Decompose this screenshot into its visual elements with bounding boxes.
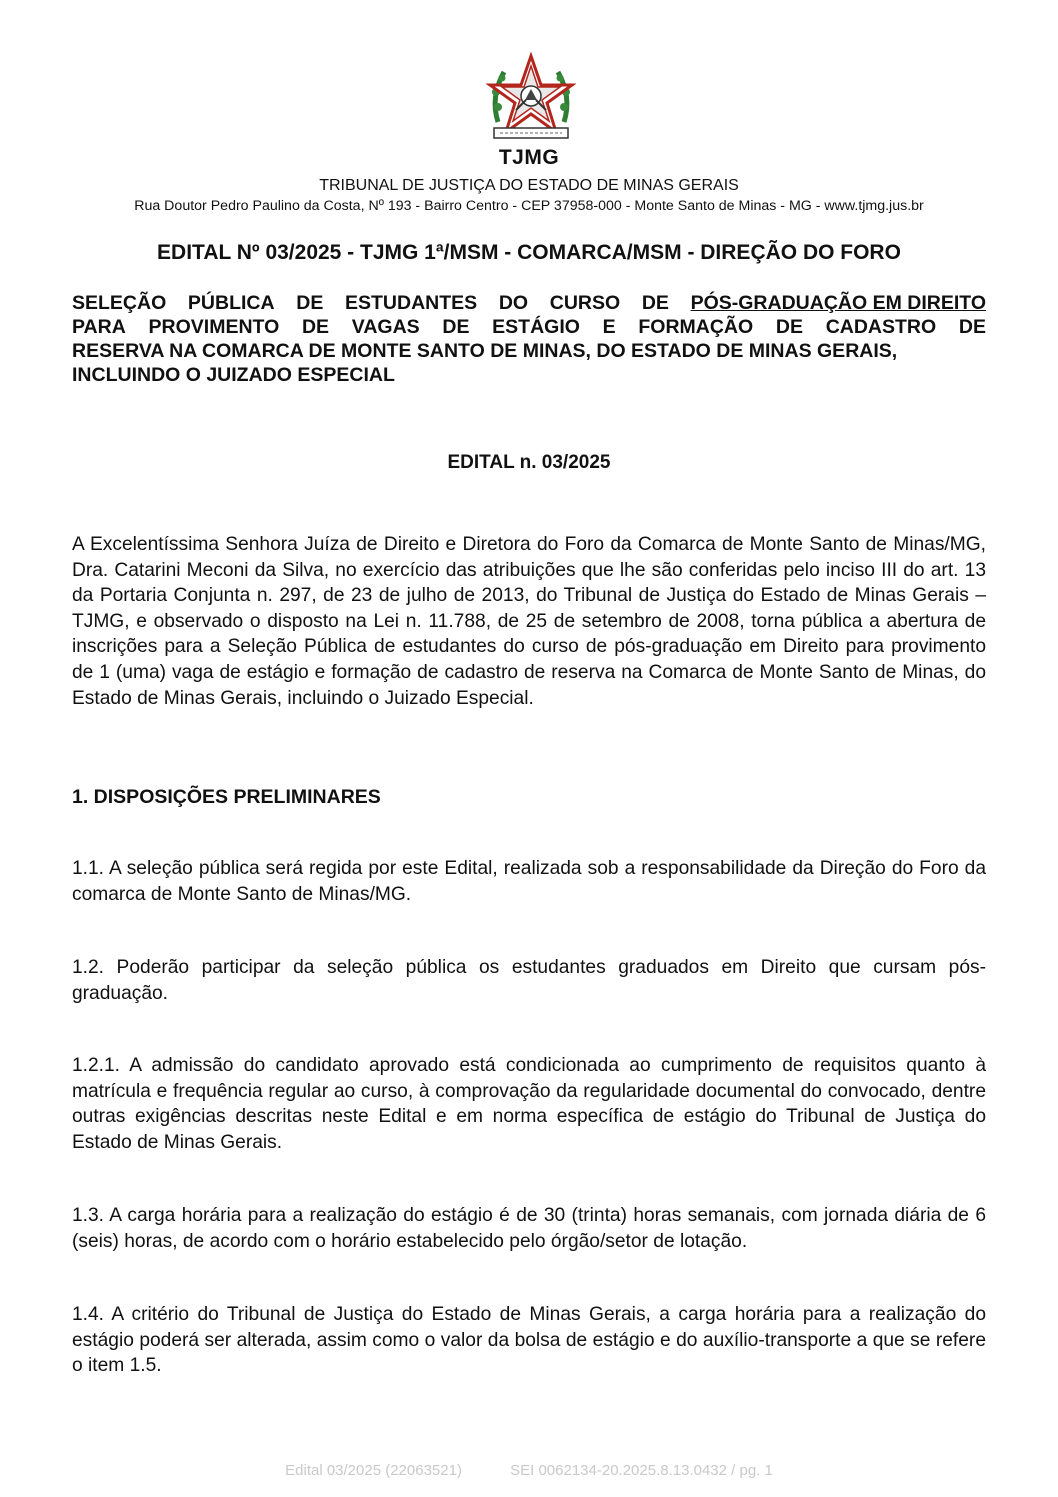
subject-word: CADASTRO <box>825 316 937 338</box>
subject-word: DE <box>958 316 986 338</box>
logo-wordmark: TJMG <box>498 146 560 169</box>
subject-line-4: INCLUINDO O JUIZADO ESPECIAL <box>72 364 395 386</box>
subject-word: ESTÁGIO <box>492 316 580 338</box>
footer-sei-ref: SEI 0062134-20.2025.8.13.0432 / pg. 1 <box>510 1462 773 1479</box>
paragraph-1-1: 1.1. A seleção pública será regida por este Edital, realizada sob a responsabilidade da Direção do Foro da comarca de Monte Santo de Minas/MG. <box>72 858 986 905</box>
subject-word: DE <box>301 316 330 338</box>
court-address: Rua Doutor Pedro Paulino da Costa, Nº 193 - Bairro Centro - CEP 37958-000 - Monte Santo de Minas - MG - www.tjmg.jus.br <box>134 198 924 214</box>
subject-line-1 <box>72 291 986 315</box>
document-title: EDITAL Nº 03/2025 - TJMG 1ª/MSM - COMARCA/MSM - DIREÇÃO DO FORO <box>157 241 901 264</box>
subject-word: DE <box>775 316 803 338</box>
edital-number: EDITAL n. 03/2025 <box>447 452 611 473</box>
preamble-paragraph: A Excelentíssima Senhora Juíza de Direito e Diretora do Foro da Comarca de Monte Santo de Minas/MG, Dra. Catarini Meconi da Silva, no exercício das atribuições que lhe são conferidas pelo inciso III do art. 13 da Portaria Conjunta n. 297, de 23 de julho de 2013, do Tribunal de Justiça do Estado de Minas Gerais – TJMG, e observado o disposto na Lei n. 11.788, de 25 de setembro de 2008, torna pública a abertura de inscrições para a Seleção Pública de estudantes do curso de pós-graduação em Direito para provimento de 1 (uma) vaga de estágio e formação de cadastro de reserva na Comarca de Monte Santo de Minas, do Estado de Minas Gerais, incluindo o Juizado Especial. <box>72 534 986 709</box>
subject-word: ESTUDANTES <box>345 292 478 314</box>
subject-word: PÚBLICA <box>187 292 275 314</box>
subject-line-2 <box>72 315 986 339</box>
coat-of-arms-logo <box>486 52 576 148</box>
subject-word: DE <box>296 292 324 314</box>
subject-word: CURSO <box>549 292 621 314</box>
footer-document-ref: Edital 03/2025 (22063521) <box>285 1462 462 1479</box>
subject-underlined-course: PÓS-GRADUAÇÃO EM DIREITO <box>690 292 986 314</box>
subject-word: VAGAS <box>351 316 420 338</box>
subject-word: SELEÇÃO <box>72 292 167 314</box>
subject-word: DE <box>641 292 669 314</box>
paragraph-1-4: 1.4. A critério do Tribunal de Justiça do Estado de Minas Gerais, a carga horária para a realização do estágio poderá ser alterada, assim como o valor da bolsa de estágio e do auxílio-transporte a que se refere o item 1.5. <box>72 1304 986 1377</box>
paragraph-1-3: 1.3. A carga horária para a realização do estágio é de 30 (trinta) horas semanais, com jornada diária de 6 (seis) horas, de acordo com o horário estabelecido pelo órgão/setor de lotação. <box>72 1205 986 1252</box>
subject-word: FORMAÇÃO <box>638 316 754 338</box>
subject-word: DO <box>498 292 529 314</box>
subject-word: E <box>602 316 616 338</box>
court-name: TRIBUNAL DE JUSTIÇA DO ESTADO DE MINAS GERAIS <box>319 177 739 194</box>
paragraph-1-2: 1.2. Poderão participar da seleção pública os estudantes graduados em Direito que cursam pós-graduação. <box>72 957 986 1004</box>
subject-word: PARA <box>72 316 126 338</box>
subject-line-3: RESERVA NA COMARCA DE MONTE SANTO DE MINAS, DO ESTADO DE MINAS GERAIS, <box>72 340 898 362</box>
subject-word: DE <box>442 316 470 338</box>
document-subject <box>72 291 986 387</box>
subject-word: PROVIMENTO <box>148 316 280 338</box>
section-heading: 1. DISPOSIÇÕES PRELIMINARES <box>72 786 381 808</box>
paragraph-1-2-1: 1.2.1. A admissão do candidato aprovado está condicionada ao cumprimento de requisitos quanto à matrícula e frequência regular ao curso, à comprovação da regularidade documental do convocado, dentre outras exigências descritas neste Edital e em norma específica de estágio do Tribunal de Justiça do Estado de Minas Gerais. <box>72 1055 986 1153</box>
page-footer <box>0 1462 1058 1479</box>
